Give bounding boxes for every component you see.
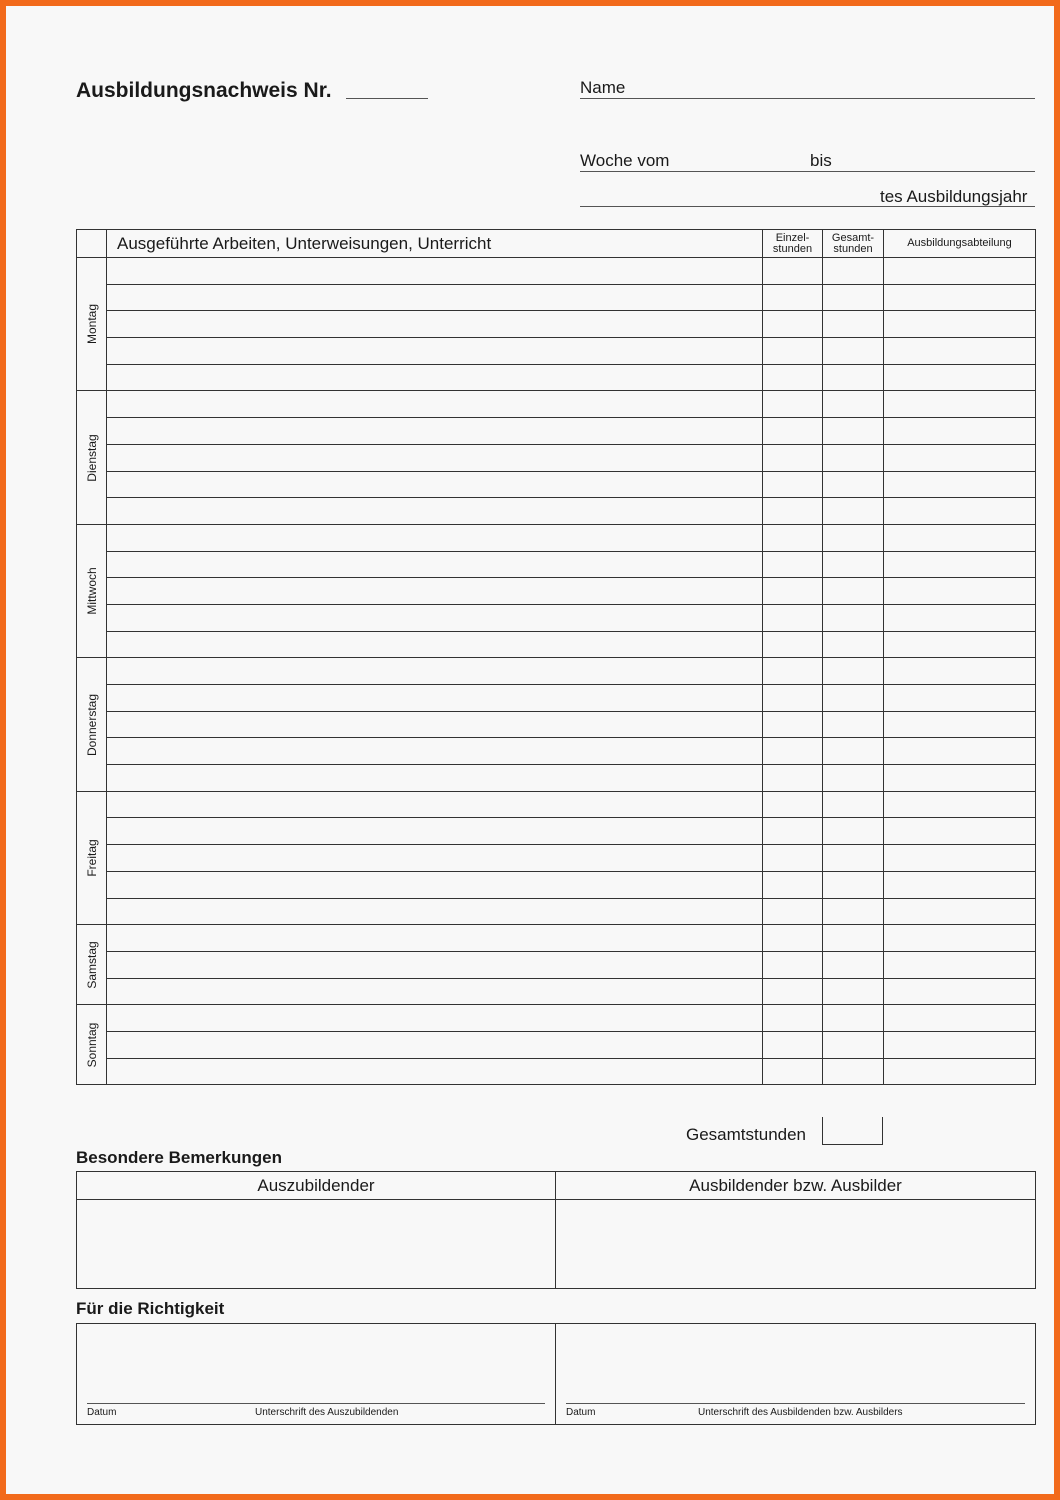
work-entry-cell[interactable]	[107, 338, 763, 365]
work-entry-cell[interactable]	[107, 898, 763, 925]
department-cell[interactable]	[884, 951, 1036, 978]
trainee-date-label: Datum	[87, 1407, 117, 1418]
single-hours-cell[interactable]	[763, 364, 823, 391]
signature-table	[76, 1323, 1036, 1425]
total-hours-cell[interactable]	[823, 1031, 884, 1058]
department-cell[interactable]	[884, 578, 1036, 605]
total-hours-cell[interactable]	[823, 658, 884, 685]
total-hours-cell[interactable]	[823, 711, 884, 738]
department-cell[interactable]	[884, 898, 1036, 925]
table-row	[77, 471, 1036, 498]
total-hours-cell[interactable]	[823, 524, 884, 551]
trainer-date-label: Datum	[566, 1407, 596, 1418]
table-row	[77, 1058, 1036, 1085]
single-hours-cell[interactable]	[763, 871, 823, 898]
day-label: Mittwoch	[84, 567, 99, 615]
table-row	[77, 444, 1036, 471]
department-column-header: Ausbildungsabteilung	[884, 230, 1036, 258]
table-row	[77, 951, 1036, 978]
single-hours-cell[interactable]	[763, 604, 823, 631]
table-row	[77, 604, 1036, 631]
work-entry-cell[interactable]	[107, 871, 763, 898]
department-cell[interactable]	[884, 498, 1036, 525]
table-row	[77, 658, 1036, 685]
remarks-table	[76, 1171, 1036, 1289]
single-hours-cell[interactable]	[763, 471, 823, 498]
work-entry-cell[interactable]	[107, 658, 763, 685]
single-hours-cell[interactable]	[763, 524, 823, 551]
work-entry-cell[interactable]	[107, 738, 763, 765]
confirmation-heading: Für die Richtigkeit	[76, 1299, 225, 1318]
work-entry-cell[interactable]	[107, 978, 763, 1005]
single-hours-cell[interactable]	[763, 311, 823, 338]
day-label: Sonntag	[84, 1022, 99, 1068]
total-hours-cell[interactable]	[823, 818, 884, 845]
form-sheet	[6, 6, 1054, 1494]
table-row	[77, 711, 1036, 738]
single-hours-cell[interactable]	[763, 791, 823, 818]
work-entry-cell[interactable]	[107, 845, 763, 872]
table-row	[77, 311, 1036, 338]
department-cell[interactable]	[884, 818, 1036, 845]
table-row	[77, 765, 1036, 792]
department-cell[interactable]	[884, 1058, 1036, 1085]
day-cell	[77, 391, 107, 524]
department-cell[interactable]	[884, 391, 1036, 418]
total-hours-cell[interactable]	[823, 1005, 884, 1032]
total-hours-cell[interactable]	[823, 498, 884, 525]
total-hours-cell[interactable]	[823, 444, 884, 471]
table-row	[77, 418, 1036, 445]
work-entry-cell[interactable]	[107, 818, 763, 845]
table-row	[77, 578, 1036, 605]
work-entry-cell[interactable]	[107, 551, 763, 578]
number-field-line[interactable]	[346, 98, 428, 99]
single-hours-cell[interactable]	[763, 551, 823, 578]
total-hours-cell[interactable]	[823, 338, 884, 365]
single-hours-cell[interactable]	[763, 978, 823, 1005]
single-hours-cell[interactable]	[763, 1031, 823, 1058]
day-label: Dienstag	[84, 433, 99, 482]
department-cell[interactable]	[884, 311, 1036, 338]
total-hours-cell[interactable]	[823, 738, 884, 765]
day-cell	[77, 1005, 107, 1085]
work-entry-cell[interactable]	[107, 311, 763, 338]
trainee-signature-box[interactable]	[77, 1324, 556, 1425]
single-hours-column-header: Einzel- stunden	[763, 230, 823, 258]
table-row	[77, 284, 1036, 311]
work-entry-cell[interactable]	[107, 685, 763, 712]
single-hours-cell[interactable]	[763, 658, 823, 685]
week-from-label: Woche vom	[580, 151, 670, 170]
work-entry-cell[interactable]	[107, 391, 763, 418]
table-row	[77, 791, 1036, 818]
trainer-signature-label: Unterschrift des Ausbildenden bzw. Ausbilders	[698, 1407, 903, 1418]
total-hours-cell[interactable]	[823, 925, 884, 952]
single-hours-cell[interactable]	[763, 391, 823, 418]
table-row	[77, 524, 1036, 551]
day-cell	[77, 658, 107, 791]
total-hours-cell[interactable]	[823, 978, 884, 1005]
single-hours-cell[interactable]	[763, 765, 823, 792]
single-hours-cell[interactable]	[763, 578, 823, 605]
single-hours-cell[interactable]	[763, 738, 823, 765]
table-row	[77, 738, 1036, 765]
department-cell[interactable]	[884, 258, 1036, 285]
department-cell[interactable]	[884, 871, 1036, 898]
single-hours-cell[interactable]	[763, 258, 823, 285]
work-entry-cell[interactable]	[107, 418, 763, 445]
total-hours-cell[interactable]	[823, 311, 884, 338]
remarks-heading: Besondere Bemerkungen	[76, 1148, 282, 1167]
work-entry-cell[interactable]	[107, 471, 763, 498]
work-entry-cell[interactable]	[107, 444, 763, 471]
day-column-header	[77, 230, 107, 258]
table-row	[77, 391, 1036, 418]
trainer-signature-line	[566, 1403, 1025, 1404]
department-cell[interactable]	[884, 791, 1036, 818]
work-entry-cell[interactable]	[107, 1005, 763, 1032]
department-cell[interactable]	[884, 631, 1036, 658]
day-cell	[77, 925, 107, 1005]
department-cell[interactable]	[884, 364, 1036, 391]
total-hours-cell[interactable]	[823, 604, 884, 631]
table-row	[77, 338, 1036, 365]
total-hours-field[interactable]	[822, 1117, 883, 1145]
total-hours-cell[interactable]	[823, 364, 884, 391]
total-hours-cell[interactable]	[823, 951, 884, 978]
work-entry-cell[interactable]	[107, 498, 763, 525]
training-year-label: tes Ausbildungsjahr	[880, 187, 1028, 206]
department-cell[interactable]	[884, 685, 1036, 712]
table-row	[77, 898, 1036, 925]
week-to-label: bis	[810, 151, 832, 170]
single-hours-cell[interactable]	[763, 925, 823, 952]
day-label: Samstag	[84, 941, 99, 989]
single-hours-cell[interactable]	[763, 418, 823, 445]
department-cell[interactable]	[884, 444, 1036, 471]
work-entry-cell[interactable]	[107, 604, 763, 631]
work-entry-cell[interactable]	[107, 951, 763, 978]
name-field-line[interactable]	[580, 98, 1035, 99]
table-row	[77, 845, 1036, 872]
work-entry-cell[interactable]	[107, 364, 763, 391]
single-hours-cell[interactable]	[763, 845, 823, 872]
table-row	[77, 1005, 1036, 1032]
single-hours-cell[interactable]	[763, 951, 823, 978]
single-hours-cell[interactable]	[763, 898, 823, 925]
department-cell[interactable]	[884, 738, 1036, 765]
total-hours-cell[interactable]	[823, 631, 884, 658]
total-hours-cell[interactable]	[823, 258, 884, 285]
trainer-remarks-field[interactable]	[556, 1200, 1036, 1289]
day-cell	[77, 524, 107, 657]
department-cell[interactable]	[884, 418, 1036, 445]
single-hours-cell[interactable]	[763, 284, 823, 311]
work-column-header: Ausgeführte Arbeiten, Unterweisungen, Unterricht	[107, 230, 763, 258]
trainee-remarks-field[interactable]	[77, 1200, 556, 1289]
total-hours-cell[interactable]	[823, 391, 884, 418]
department-cell[interactable]	[884, 1005, 1036, 1032]
total-hours-cell[interactable]	[823, 791, 884, 818]
single-hours-cell[interactable]	[763, 444, 823, 471]
table-row	[77, 818, 1036, 845]
day-label: Montag	[84, 304, 99, 345]
department-cell[interactable]	[884, 1031, 1036, 1058]
single-hours-cell[interactable]	[763, 631, 823, 658]
work-entry-cell[interactable]	[107, 791, 763, 818]
work-entry-cell[interactable]	[107, 524, 763, 551]
total-hours-cell[interactable]	[823, 471, 884, 498]
day-cell	[77, 258, 107, 391]
single-hours-cell[interactable]	[763, 685, 823, 712]
department-cell[interactable]	[884, 471, 1036, 498]
table-row	[77, 978, 1036, 1005]
trainee-signature-label: Unterschrift des Auszubildenden	[255, 1407, 399, 1418]
department-cell[interactable]	[884, 845, 1036, 872]
total-hours-cell[interactable]	[823, 685, 884, 712]
work-entry-cell[interactable]	[107, 1058, 763, 1085]
department-cell[interactable]	[884, 978, 1036, 1005]
work-entry-cell[interactable]	[107, 631, 763, 658]
total-hours-cell[interactable]	[823, 551, 884, 578]
day-label: Donnerstag	[84, 693, 99, 756]
department-cell[interactable]	[884, 338, 1036, 365]
day-cell	[77, 791, 107, 924]
total-hours-cell[interactable]	[823, 284, 884, 311]
department-cell[interactable]	[884, 284, 1036, 311]
trainer-remarks-header: Ausbildender bzw. Ausbilder	[556, 1172, 1036, 1200]
department-cell[interactable]	[884, 765, 1036, 792]
trainee-signature-line	[87, 1403, 545, 1404]
total-hours-column-header: Gesamt- stunden	[823, 230, 884, 258]
work-entry-cell[interactable]	[107, 258, 763, 285]
work-entry-cell[interactable]	[107, 925, 763, 952]
work-entry-cell[interactable]	[107, 1031, 763, 1058]
form-title: Ausbildungsnachweis Nr.	[76, 79, 332, 102]
total-hours-cell[interactable]	[823, 765, 884, 792]
table-row	[77, 925, 1036, 952]
single-hours-cell[interactable]	[763, 818, 823, 845]
single-hours-cell[interactable]	[763, 1005, 823, 1032]
department-cell[interactable]	[884, 524, 1036, 551]
total-hours-cell[interactable]	[823, 871, 884, 898]
table-row	[77, 551, 1036, 578]
training-year-field-line[interactable]	[580, 206, 1035, 207]
department-cell[interactable]	[884, 658, 1036, 685]
total-hours-cell[interactable]	[823, 845, 884, 872]
name-label: Name	[580, 78, 626, 97]
work-entry-cell[interactable]	[107, 578, 763, 605]
table-row	[77, 258, 1036, 285]
department-cell[interactable]	[884, 551, 1036, 578]
total-hours-cell[interactable]	[823, 578, 884, 605]
total-hours-cell[interactable]	[823, 1058, 884, 1085]
work-entry-cell[interactable]	[107, 765, 763, 792]
week-field-line[interactable]	[580, 171, 1035, 172]
department-cell[interactable]	[884, 604, 1036, 631]
table-row	[77, 1031, 1036, 1058]
table-header-row	[77, 230, 1036, 258]
department-cell[interactable]	[884, 925, 1036, 952]
department-cell[interactable]	[884, 711, 1036, 738]
single-hours-cell[interactable]	[763, 1058, 823, 1085]
work-entry-cell[interactable]	[107, 711, 763, 738]
table-row	[77, 631, 1036, 658]
single-hours-cell[interactable]	[763, 498, 823, 525]
weekly-activity-table	[76, 229, 1036, 1085]
table-row	[77, 364, 1036, 391]
total-hours-cell[interactable]	[823, 418, 884, 445]
table-row	[77, 685, 1036, 712]
trainee-remarks-header: Auszubildender	[77, 1172, 556, 1200]
single-hours-cell[interactable]	[763, 711, 823, 738]
total-hours-cell[interactable]	[823, 898, 884, 925]
day-label: Freitag	[84, 839, 99, 877]
table-row	[77, 498, 1036, 525]
trainer-signature-box[interactable]	[556, 1324, 1036, 1425]
total-hours-label: Gesamtstunden	[686, 1125, 807, 1144]
table-row	[77, 871, 1036, 898]
single-hours-cell[interactable]	[763, 338, 823, 365]
work-entry-cell[interactable]	[107, 284, 763, 311]
